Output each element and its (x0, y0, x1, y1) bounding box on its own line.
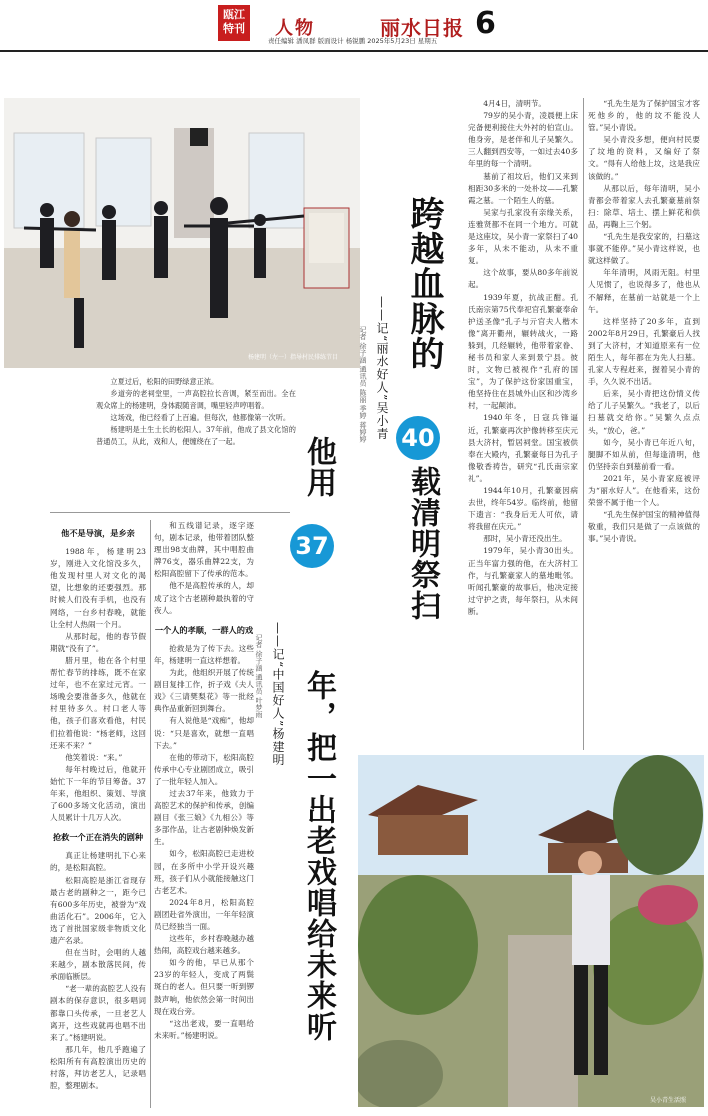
story2-lead (96, 376, 296, 506)
story2-paragraph: 他不是高腔传承的人，却成了这个古老剧种最执着的守夜人。 (154, 581, 254, 615)
story1-byline: 记者 徐子涵 通讯员 陈丽 季婷 蒋婷婷 (359, 326, 367, 443)
story1-paragraph: 1939年夏，抗战正酣。孔氏南宗第75代奉祀官孔繁豪奉命护送圣像“孔子与亓官夫人楷木像”离开衢州，辗转战火，一路躲到，几经辗转，他带着家眷、秘书员和家人来到景宁县。彼时，文物已被视作“孔府的国宝”，为了保护这份家国重宝，他坚持住在县城外山区和沙湾乡村，一起颠沛。 (468, 292, 578, 411)
column-divider (583, 98, 584, 750)
story2-paragraph: 真正让杨建明扎下心来的，是松阳高腔。 (50, 851, 146, 873)
story2-lead-paragraph: 这场戏，他已经看了上百遍。但每次，他都像第一次听。 (110, 413, 291, 422)
story2-paragraph: 如今，松阳高腔已走进校园，在多所中小学开设兴趣班，孩子们从小就能接触这门古老艺术。 (154, 849, 254, 895)
logo-line-2: 特刊 (223, 22, 245, 35)
logo-line-1: 瓯江 (223, 8, 245, 21)
story2-lead-paragraph: 杨建明是土生土长的松阳人。37年前，他成了县文化馆的普通员工，从此，戏和人，便缠绕在了一起。 (96, 425, 296, 446)
story1-paragraph: 2021年，吴小青家庭被评为“丽水好人”。在他看来，这份荣誉不属于他一个人。 (588, 473, 700, 508)
story1-paragraph: 从那以后，每年清明，吴小青都会带着家人去孔繁豪墓前祭扫：除草、培土、摆上鲜花和供品，再鞠上三个躬。 (588, 183, 700, 229)
story1-paragraph: 年年清明，风雨无阻。村里人见惯了，也说得多了，他也从不解释，在墓前一站就是一个上午。 (588, 268, 700, 314)
story1-paragraph: “孔先生是为了保护国宝才客死他乡的，他的坟不能没人管。”吴小青说。 (588, 99, 700, 133)
story2-byline: 记者 徐子涵 通讯员 叶梦雨 (255, 634, 263, 718)
story1-column-1 (468, 98, 578, 750)
story2-paragraph: 他笑着说：“来。” (65, 752, 123, 762)
story2-paragraph: 1988年，杨建明23岁，刚进入文化馆没多久，他发现村里人对文化的渴望，比想象的还要强烈。那时候人们没有手机，也没有网络，一台乡村春晚，就能让全村人热闹一个月。 (50, 547, 146, 629)
edition-meta: 责任编辑 潘凤群 版面设计 杨锐鹏 2025年5月23日 星期五 (268, 37, 438, 45)
story2-paragraph: 这些年，乡村春晚越办越热闹，高腔戏台越来越多。 (154, 934, 254, 956)
story2-paragraph: 松阳高腔是浙江省现存最古老的剧种之一，距今已有600多年历史，被誉为“戏曲活化石”。2006年，它入选了首批国家级非物质文化遗产名录。 (50, 875, 146, 945)
story2-paragraph: 有人说他是“戏痴”，他却说：“只是喜欢，就想一直唱下去。” (154, 716, 254, 750)
story1-headline-part1: 跨越血脉的 (404, 196, 444, 371)
story2-paragraph: “老一辈的高腔艺人没有剧本的保存意识，很多唱词都靠口头传承，一旦老艺人离开，这些戏就再也唱不出来了。”杨建明说。 (50, 984, 146, 1042)
story2-number-badge: 37 (290, 524, 334, 568)
story1-paragraph: 后来，吴小青把这份情义传给了儿子吴繁久。“我老了，以后扫墓就交给你。”吴繁久点点头，“放心，爸。” (588, 389, 700, 435)
newspaper-name: 丽水日报 (380, 16, 464, 40)
dance-photo-caption: 杨建明（左一）指导村民排练节目 (248, 354, 339, 361)
story1-paragraph: 4月4日，清明节。 (483, 99, 547, 108)
story1-paragraph: “孔先生是我安家的，扫墓这事就不能停。”吴小青这样说，也就这样做了。 (588, 232, 700, 266)
garden-portrait-photo (358, 755, 704, 1107)
story2-paragraph: 每年村晚过后，他就开始忙下一年的节目筹备。37年来，他组织、策划、导演了600多场文化活动，演出人员累计十几万人次。 (50, 764, 146, 823)
story1-paragraph: 墓前了祖坟后，他们又来到相距30多米的一处朴坟——孔繁霞之墓。一个陌生人的墓。 (468, 171, 578, 205)
story2-paragraph: 但在当时，会唱的人越来越少，剧本散落民间，传承面临断层。 (50, 948, 146, 982)
story2-paragraph: 和五线谱记录，逐字逐句，剧本记录，他带着团队整理出98支曲牌，其中唱腔曲牌76支，器乐曲牌22支，为松阳高腔留下了传承的范本。 (154, 521, 254, 579)
masthead-rule (0, 50, 708, 52)
section-title: 人物 (275, 18, 315, 39)
story1-paragraph: 79岁的吴小青，凌晨便上床完备便利接住大外衬的伯宣山。他身旁，是老伴和儿子吴繁久。三人翻到西安等，一如过去40多年里的每一个清明。 (468, 111, 578, 169)
story2-column-1 (50, 520, 146, 1108)
story2-paragraph: 从那时起，他的春节假期就“没有了”。 (50, 631, 146, 653)
story2-paragraph: 那几年，他几乎跑遍了松阳所有有高腔演出历史的村落，拜访老艺人，记录唱腔，整理剧本。 (50, 1044, 146, 1091)
story1-subtitle: ——记“丽水好人”吴小青 (375, 296, 389, 441)
story2-subhead: 抢救一个正在消失的剧种 (52, 832, 144, 843)
story1-paragraph: 1979年，吴小青30出头。正当年富力强的他，在大济村工作，与孔繁豪家人的墓地毗邻。听闻孔繁豪的故事后，他决定接过守护之责，每年祭扫，从未间断。 (468, 546, 578, 616)
story2-paragraph: 为此，他组织开展了传统剧目复排工作，折子戏《夫人戏》《三请樊梨花》等一批经典作品重新回到舞台。 (154, 668, 254, 714)
story2-paragraph: 在他的带动下，松阳高腔传承中心专业剧团成立，吸引了一批年轻人加入。 (154, 752, 254, 786)
story1-number-badge: 40 (396, 416, 440, 460)
story1-headline-part2: 载清明祭扫 (405, 466, 440, 621)
story2-paragraph: “这出老戏，要一直唱给未来听。”杨建明说。 (154, 1018, 254, 1040)
story1-paragraph: 那时，吴小青还没出生。 (483, 534, 567, 544)
story1-paragraph: “孔先生保护国宝的精神值得敬重，我们只是做了一点该做的事。”吴小青说。 (588, 510, 700, 544)
story1-paragraph: 吴小青没多想，便向村民要了坟地的资料，又编好了祭文。“得有人给他上坟，这是我应该做的。” (588, 135, 700, 181)
story1-column-2 (588, 98, 700, 750)
story2-headline-part2: 年，把一出老戏唱给未来听 (301, 670, 336, 1042)
story1-paragraph: 如今，吴小青已年近八旬，腿脚不如从前，但每逢清明，他仍坚持亲自到墓前看一看。 (588, 437, 700, 471)
story2-lead-paragraph: 乡道旁的老祠堂里，一声高腔拉长音调，紧至而出。全在观众席上的杨建明，身体跟随音调，嘴里轻声哼唱着。 (96, 389, 296, 410)
page-number: 6 (475, 6, 496, 41)
story2-subhead: 他不是导演，是乡亲 (61, 528, 135, 538)
story1-paragraph: 吴家与孔家没有亲缘关系，连雅贤都不在同一个地方。可就是这座坟，吴小青一家祭扫了40多年，从未不能动，从未不重复。 (468, 207, 578, 266)
story2-lead-paragraph: 立夏过后，松阳的田野绿意正浓。 (110, 377, 219, 386)
section-divider (50, 512, 290, 513)
story2-paragraph: 过去37年来，他致力于高腔艺术的保护和传承，创编剧目《张三娘》《九相公》等多部作品，让古老剧种焕发新生。 (154, 788, 254, 847)
story1-paragraph: 这个故事，要从80多年前说起。 (468, 268, 578, 290)
story1-paragraph: 这样坚持了20多年，直到2002年8月29日，孔繁豪后人找到了大济村，才知道原来有一位陌生人，每年都在为先人扫墓。孔家人专程赶来，握着吴小青的手，久久说不出话。 (588, 316, 700, 387)
portrait-photo-credit: 吴小青生活照 (650, 1097, 687, 1104)
special-issue-logo (218, 5, 250, 41)
story1-paragraph: 1940年冬，日寇兵锋逼近，孔繁豪再次护像转移至庆元县大济村，暂居祠堂。国宝被供奉在大殿内，孔繁豪每日为孔子像敬香祷告，研究“孔氏南宗家礼”。 (468, 413, 578, 483)
story2-paragraph: 2024年8月，松阳高腔剧团赴省外演出，一年年轻演员已经独当一面。 (154, 897, 254, 931)
dance-photo-illustration (4, 98, 360, 368)
story2-column-2 (154, 520, 254, 1108)
garden-photo-illustration (358, 755, 704, 1107)
dance-rehearsal-photo (4, 98, 360, 368)
story1-paragraph: 1944年10月，孔繁豪因病去世，终年54岁。临终前，他留下遗言：“我身后无人可依，请将我留在庆元。” (468, 486, 578, 532)
story2-subhead: 一个人的孝顺，一群人的戏 (154, 624, 254, 635)
story2-paragraph: 抢救是为了传下去。这些年，杨建明一直这样想着。 (154, 643, 254, 665)
column-divider (150, 520, 151, 1108)
story2-subtitle: ——记“中国好人”杨建明 (271, 622, 285, 767)
story2-paragraph: 如今的他，早已从那个23岁的年轻人，变成了两鬓斑白的老人。但只要一听到锣鼓声响，他依然会第一时间出现在戏台旁。 (154, 958, 254, 1016)
story2-paragraph: 腊月里，他在各个村里帮忙春节的排练，既不在家过年，也不在家过元宵。一场晚会要准备多久，他就在村里待多久。村口老人等他，孩子们喜欢看他，村民们拉着他说：“杨老师，这回还来不来？” (50, 655, 146, 750)
story2-headline-part1: 他用 (301, 436, 336, 498)
